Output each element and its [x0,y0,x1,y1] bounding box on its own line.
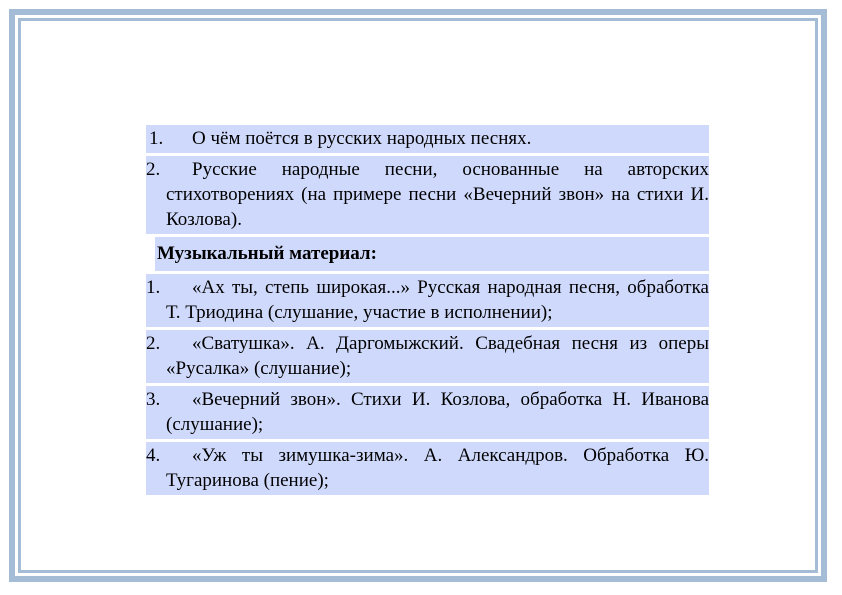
music-item-text: «Уж ты зимушка-зима». А. Александров. Обработка Ю. Тугаринова (пение); [166,445,709,491]
music-item-text: «Вечерний звон». Стихи И. Козлова, обработка Н. Иванова (слушание); [166,389,709,435]
music-item-number: 4. [146,445,161,466]
music-heading: Музыкальный материал: [155,237,709,271]
slide-content [146,125,709,498]
music-heading-row [146,237,709,271]
topic-number: 2. [146,159,161,180]
topic-number: 1. [149,128,164,149]
music-item [146,274,709,327]
topic-text: Русские народные песни, основанные на авторских стихотворениях (на примере песни «Вечерний звон» на стихи И. Козлова). [166,159,709,230]
topic-item [146,125,709,153]
music-item-number: 3. [146,389,161,410]
music-item-text: «Ах ты, степь широкая...» Русская народная песня, обработка Т. Триодина (слушание, участие в исполнении); [166,277,709,323]
music-item-text: «Сватушка». А. Даргомыжский. Свадебная песня из оперы «Русалка» (слушание); [166,333,709,379]
music-item [146,386,709,439]
music-item [146,330,709,383]
music-item-number: 1. [146,277,161,298]
topic-item [146,156,709,234]
music-item [146,442,709,495]
music-item-number: 2. [146,333,161,354]
topic-text: О чём поётся в русских народных песнях. [192,128,532,149]
